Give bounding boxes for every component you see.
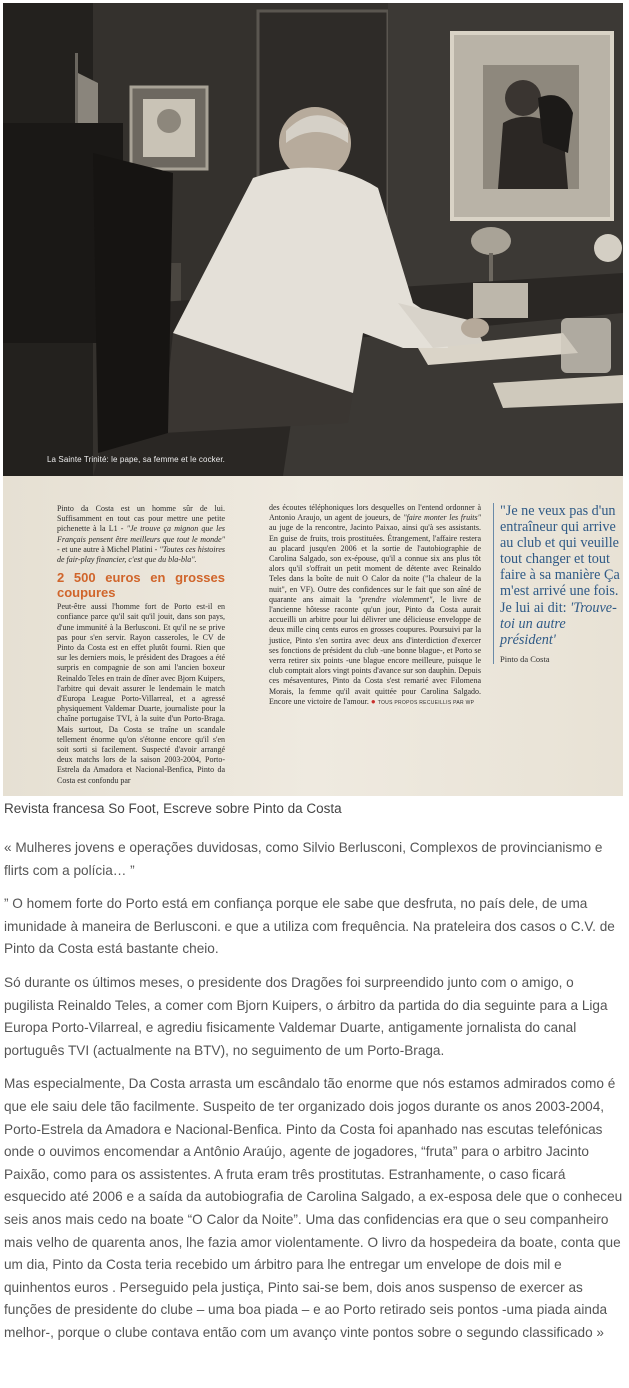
- column-1-quote: "Je trouve ça mignon que les Français pensent être meilleurs que tout le monde": [57, 524, 225, 544]
- paragraph-3: Só durante os últimos meses, o presidente dos Dragões foi surpreendido junto com o amigo, o pugilista Reinaldo Teles, a comer com Bjorn Kuipers, o árbitro da partida do dia seguinte para a Liga Europa Porto-Vilarreal, e agrediu fisicamente Valdemar Duarte, antigamente jornalista do canal português TVI (actualmente na BTV), no seguimento de um Porto-Braga.: [4, 974, 608, 1058]
- pull-quote-author: Pinto da Costa: [500, 653, 550, 664]
- column-1-quote-2: "Toutes ces histoires de fair-play financier, c'est que du bla-bla".: [57, 544, 226, 565]
- article-text: [3, 476, 623, 796]
- end-dot-icon: ●: [370, 696, 376, 706]
- column-1-body: Peut-être aussi l'homme fort de Porto est-il en confiance parce qu'il sait qu'il jouit, dans son pays, d'une immunité à la Berlusconi. Et qu'il ne se prive pas pour s'en servir. Rayon casseroles, le CV de Pinto da Costa est en effet plutôt fourni. Rien que sur les derniers mois, le président des Dragoes a été surpris en compagnie de son ami l'ancien boxeur Reinaldo Teles en train de dîner avec Bjorn Kuipers, l'arbitre qui devait assurer le lendemain le match d'Europa League Porto-Villarreal, et a agressé physiquement Valdemar Duarte, journaliste pour la chaîne portugaise TVI, à la suite d'un Porto-Braga. Mais surtout, Da Costa se traîne un scandale tellement énorme qu'on s'étonne encore qu'il s'en soit sorti si facilement. Suspecté d'avoir arrangé deux matchs lors de la saison 2003-2004, Porto-Estrela da Amadora et Nacional-Benfica, Pinto da Costa est confondu par: [57, 602, 225, 785]
- paragraph-2: ” O homem forte do Porto está em confiança porque ele sabe que desfruta, no país dele, de uma imunidade à maneira de Berlusconi. e que a utiliza com frequência. Na prateleira dos casos o C.V. de Pinto da Costa está bastante cheio.: [4, 896, 615, 957]
- column-1-intro-rest: - et une autre à Michel Platini -: [57, 544, 160, 554]
- pull-quote-text: [500, 503, 621, 648]
- column-2-body-rest: au juge de la rencontre, Jacinto Paixao, ainsi qu'à ses assistants. En guise de fruits, trois prostituées. Étrangement, l'affaire restera au placard jusqu'en 2006 et la sortie de l'autobiographie de Carolina Salgado, son ex-épouse, qu'il a connue six ans plus tôt alors qu'il s'offrait un petit moment de détente avec Reinaldo Teles dans la boîte de nuit O Calor da noite ("la chaleur de la nuit", en VF). Outre des confidences sur le fait que son aîné de quarante ans aimait la: [269, 523, 481, 604]
- column-2-quote-2: "prendre violemment": [357, 594, 433, 604]
- pull-quote: [493, 503, 621, 664]
- paragraph-1: « Mulheres jovens e operações duvidosas, como Silvio Berlusconi, Complexos de provincianismo e flirts com a polícia… ”: [4, 840, 603, 878]
- column-1-intro: Pinto da Costa est un homme sûr de lui. Suffisamment en tout cas pour mettre une petite pichenette à la L1 -: [57, 504, 225, 534]
- column-2-body: des écoutes téléphoniques lors desquelles on l'entend ordonner à Antonio Araujo, un agent de joueurs, de: [269, 503, 481, 523]
- pull-quote-main: "Je ne veux pas d'un entraîneur qui arrive au club et qui veuille tout changer et tout faire à sa manière Ça m'est arrivé une fois. Je lui ai dit:: [500, 503, 620, 616]
- column-2-quote: "faire monter les fruits": [403, 513, 481, 523]
- image-caption: Revista francesa So Foot, Escreve sobre Pinto da Costa: [4, 801, 342, 816]
- article-photo: [3, 3, 623, 476]
- photo-illustration: [3, 3, 623, 476]
- column-2-body-end: , le livre de l'ancienne hôtesse raconte qu'un jour, Pinto da Costa aurait accueilli un arbitre pour lui délivrer une délicieuse enveloppe de deux mille cinq cents euros en grosses coupures. Poursuivi par la justice, Pinto s'en sortira avec deux ans d'interdiction d'exercer ses fonctions de président du club -une bonne blague-, et Porto se verra retirer six points -une blague encore meilleure, puisque le club comptait alors vingt points d'avance sur son dauphin. Depuis ces mésaventures, Pinto da Costa s'est remarié avec Filomena Morais, la femme qu'il avait quittée pour Carolina Salgado. Encore une victoire de l'amour.: [269, 594, 482, 706]
- photo-caption: La Sainte Trinité: le pape, sa femme et le cocker.: [47, 455, 225, 464]
- article-column-2: [269, 503, 481, 708]
- pull-quote-italic: 'Trouve-toi un autre président': [500, 599, 617, 648]
- magazine-scan: [3, 3, 623, 796]
- article-credit: TOUS PROPOS RECUEILLIS PAR WP: [377, 699, 475, 706]
- post-body: [4, 837, 624, 1355]
- article-subheading: 2 500 euros en grosses coupures: [57, 570, 225, 601]
- article-column-1: [57, 504, 225, 786]
- paragraph-4: Mas especialmente, Da Costa arrasta um escândalo tão enorme que nós estamos admirados como é que ele saiu dele tão facilmente. Suspeito de ter organizado dois jogos durante os anos 2003-2004, Porto-Estrela da Amadora e Nacional-Benfica. Pinto da Costa foi apanhado nas escutas telefónicas onde o ouvimos encomendar a Antônio Araújo, agente de jogadores, “fruta” para o arbitro Jacinto Paixão, como para os assistentes. A fruta eram três prostitutas. Estranhamente, o caso ficará esquecido até 2006 e a saída da autobiografia de Carolina Salgado, a ex-esposa dele que o conheceu seis anos mais cedo na boate “O Calor da Noite”. Uma das confidencias era que o seu companheiro mais velho de quarenta anos, lhe fazia amor violentamente. O livro da hospedeira da boate, conta que um dia, Pinto da Costa teria recebido um árbitro para lhe entregar um envelope de dois mil e quinhentos euros . Perseguido pela justiça, Pinto sai-se bem, dois anos suspenso de exercer as funções de presidente do clube – uma boa piada – e ao Porto retirado seis pontos -uma piada ainda melhor-, porque o clube contava então com um avanço vinte pontos sobre o segundo classificado »: [4, 1076, 623, 1340]
